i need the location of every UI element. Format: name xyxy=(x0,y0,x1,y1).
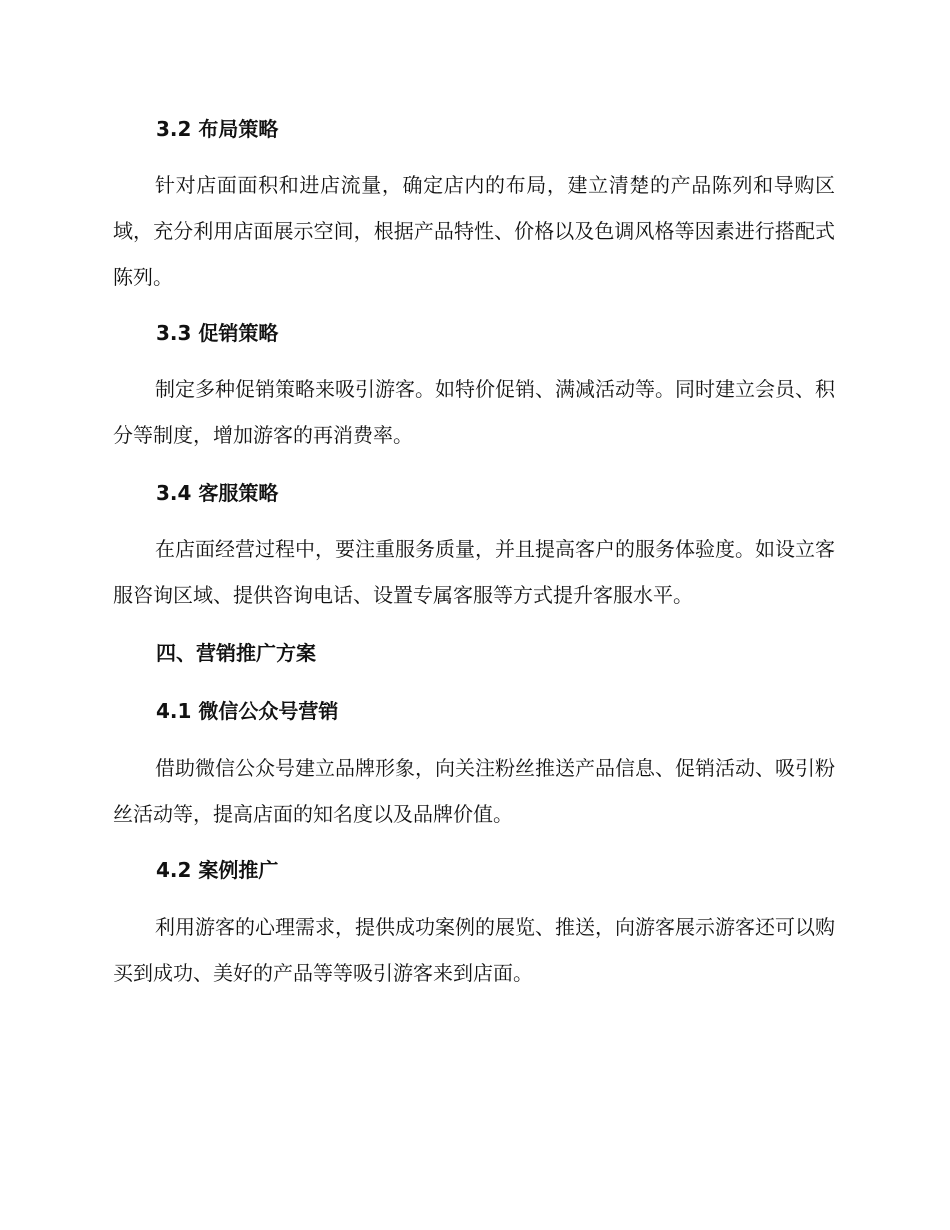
section-heading-3-3: 3.3 促销策略 xyxy=(156,321,279,345)
section-heading-3-2: 3.2 布局策略 xyxy=(156,117,279,141)
section-paragraph-3-3: 制定多种促销策略来吸引游客。如特价促销、满减活动等。同时建立会员、积分等制度，增加游客的再消费率。 xyxy=(113,377,835,447)
section-heading-4-2: 4.2 案例推广 xyxy=(156,858,279,882)
section-paragraph-4-1: 借助微信公众号建立品牌形象，向关注粉丝推送产品信息、促销活动、吸引粉丝活动等，提高店面的知名度以及品牌价值。 xyxy=(113,756,835,826)
section-paragraph-3-2: 针对店面面积和进店流量，确定店内的布局，建立清楚的产品陈列和导购区域，充分利用店面展示空间，根据产品特性、价格以及色调风格等因素进行搭配式陈列。 xyxy=(113,173,835,289)
section-paragraph-3-4: 在店面经营过程中，要注重服务质量，并且提高客户的服务体验度。如设立客服咨询区域、提供咨询电话、设置专属客服等方式提升客服水平。 xyxy=(113,537,835,607)
chapter-heading-4: 四、营销推广方案 xyxy=(156,641,316,665)
section-heading-4-1: 4.1 微信公众号营销 xyxy=(156,699,339,723)
section-paragraph-4-2: 利用游客的心理需求，提供成功案例的展览、推送，向游客展示游客还可以购买到成功、美好的产品等等吸引游客来到店面。 xyxy=(113,915,835,985)
section-heading-3-4: 3.4 客服策略 xyxy=(156,481,279,505)
